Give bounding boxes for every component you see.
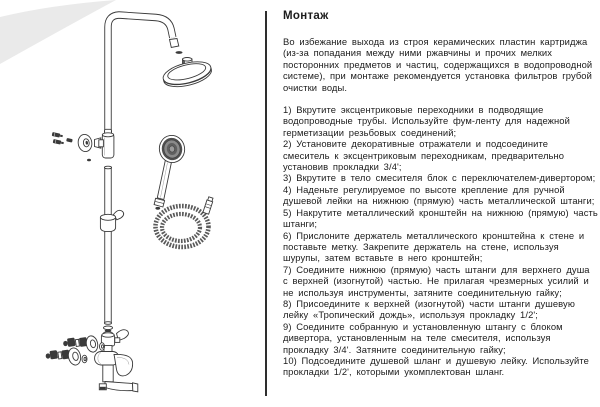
instruction-step: 3) Вкрутите в тело смесителя блок с переключателем-дивертором; [283,172,596,184]
intro-paragraph: Во избежание выхода из строя керамических пластин картриджа (из-за попадания между ними ржавчины и прочих мелких посторонних предметов и частиц, содержащихся в водопроводной системе), при монтаже рекомендуется установка фильтров грубой очистки воды. [283,36,593,93]
mixer-handle [114,354,133,376]
shower-diagram [0,0,270,407]
hand-shower-slider-bracket [100,210,123,231]
corner-swoosh [0,0,116,64]
instruction-step: 8) Присоедините к верхней (изогнутой) части штанги душевую лейку «Тропический дождь», используя прокладку 1/2'; [283,297,575,321]
pipe-end-piece [170,39,179,48]
instruction-step: 9) Соедините собранную и установленную штангу с блоком дивертора, установленным на теле смесителя, используя прокладку 3/4'. Затяните соединительную гайку; [283,320,563,355]
lower-straight-pipe [104,166,111,324]
instruction-step: 10) Подсоедините душевой шланг и душевую лейку. Используйте прокладки 1/2', которыми укомплектован шланг. [283,354,589,378]
eccentric-adapters [46,337,88,359]
bracket-escutcheon [77,134,93,153]
instruction-step: 7) Соедините нижнюю (прямую) часть штанги для верхнего душа с верхней (изогнутой) частью. Не прилагая чрезмерных усилий и не используя инструменты, затяните соединительную гайку; [283,263,590,298]
wall-mount-bracket [95,129,114,158]
hand-shower [154,133,187,209]
shower-hose-coil [156,197,214,247]
instruction-step: 4) Наденьте регулируемое по высоте крепление для ручной душевой лейки на нижнюю (прямую) часть металлической штанги; [283,183,595,207]
vertical-divider [265,11,267,396]
mixer-spout [99,382,138,392]
instructions-column [283,10,598,378]
instruction-step: 2) Установите декоративные отражатели и подсоедините смеситель к эксцентриковым переходникам, предварительно установив прокладки 3/4'; [283,138,565,173]
hose-connector [203,197,214,215]
steps-list [283,104,598,378]
rain-shower-head [161,58,214,91]
instruction-step: 1) Вкрутите эксцентриковые переходники в подводящие водопроводные трубы. Используйте фум-ленту для надежной герметизации резьбовых соединений; [283,104,570,138]
aerator [99,384,106,390]
shower-head-gasket [176,51,183,54]
section-title: Монтаж [283,10,329,22]
instruction-step: 6) Прислоните держатель металлического кронштейна к стене и поставьте метку. Закрепите держатель на стене, используя шурупы, затем вставьте в него кронштейн; [283,229,585,264]
instruction-step: 5) Накрутите металлический кронштейн на нижнюю (прямую) часть штанги; [283,206,598,230]
